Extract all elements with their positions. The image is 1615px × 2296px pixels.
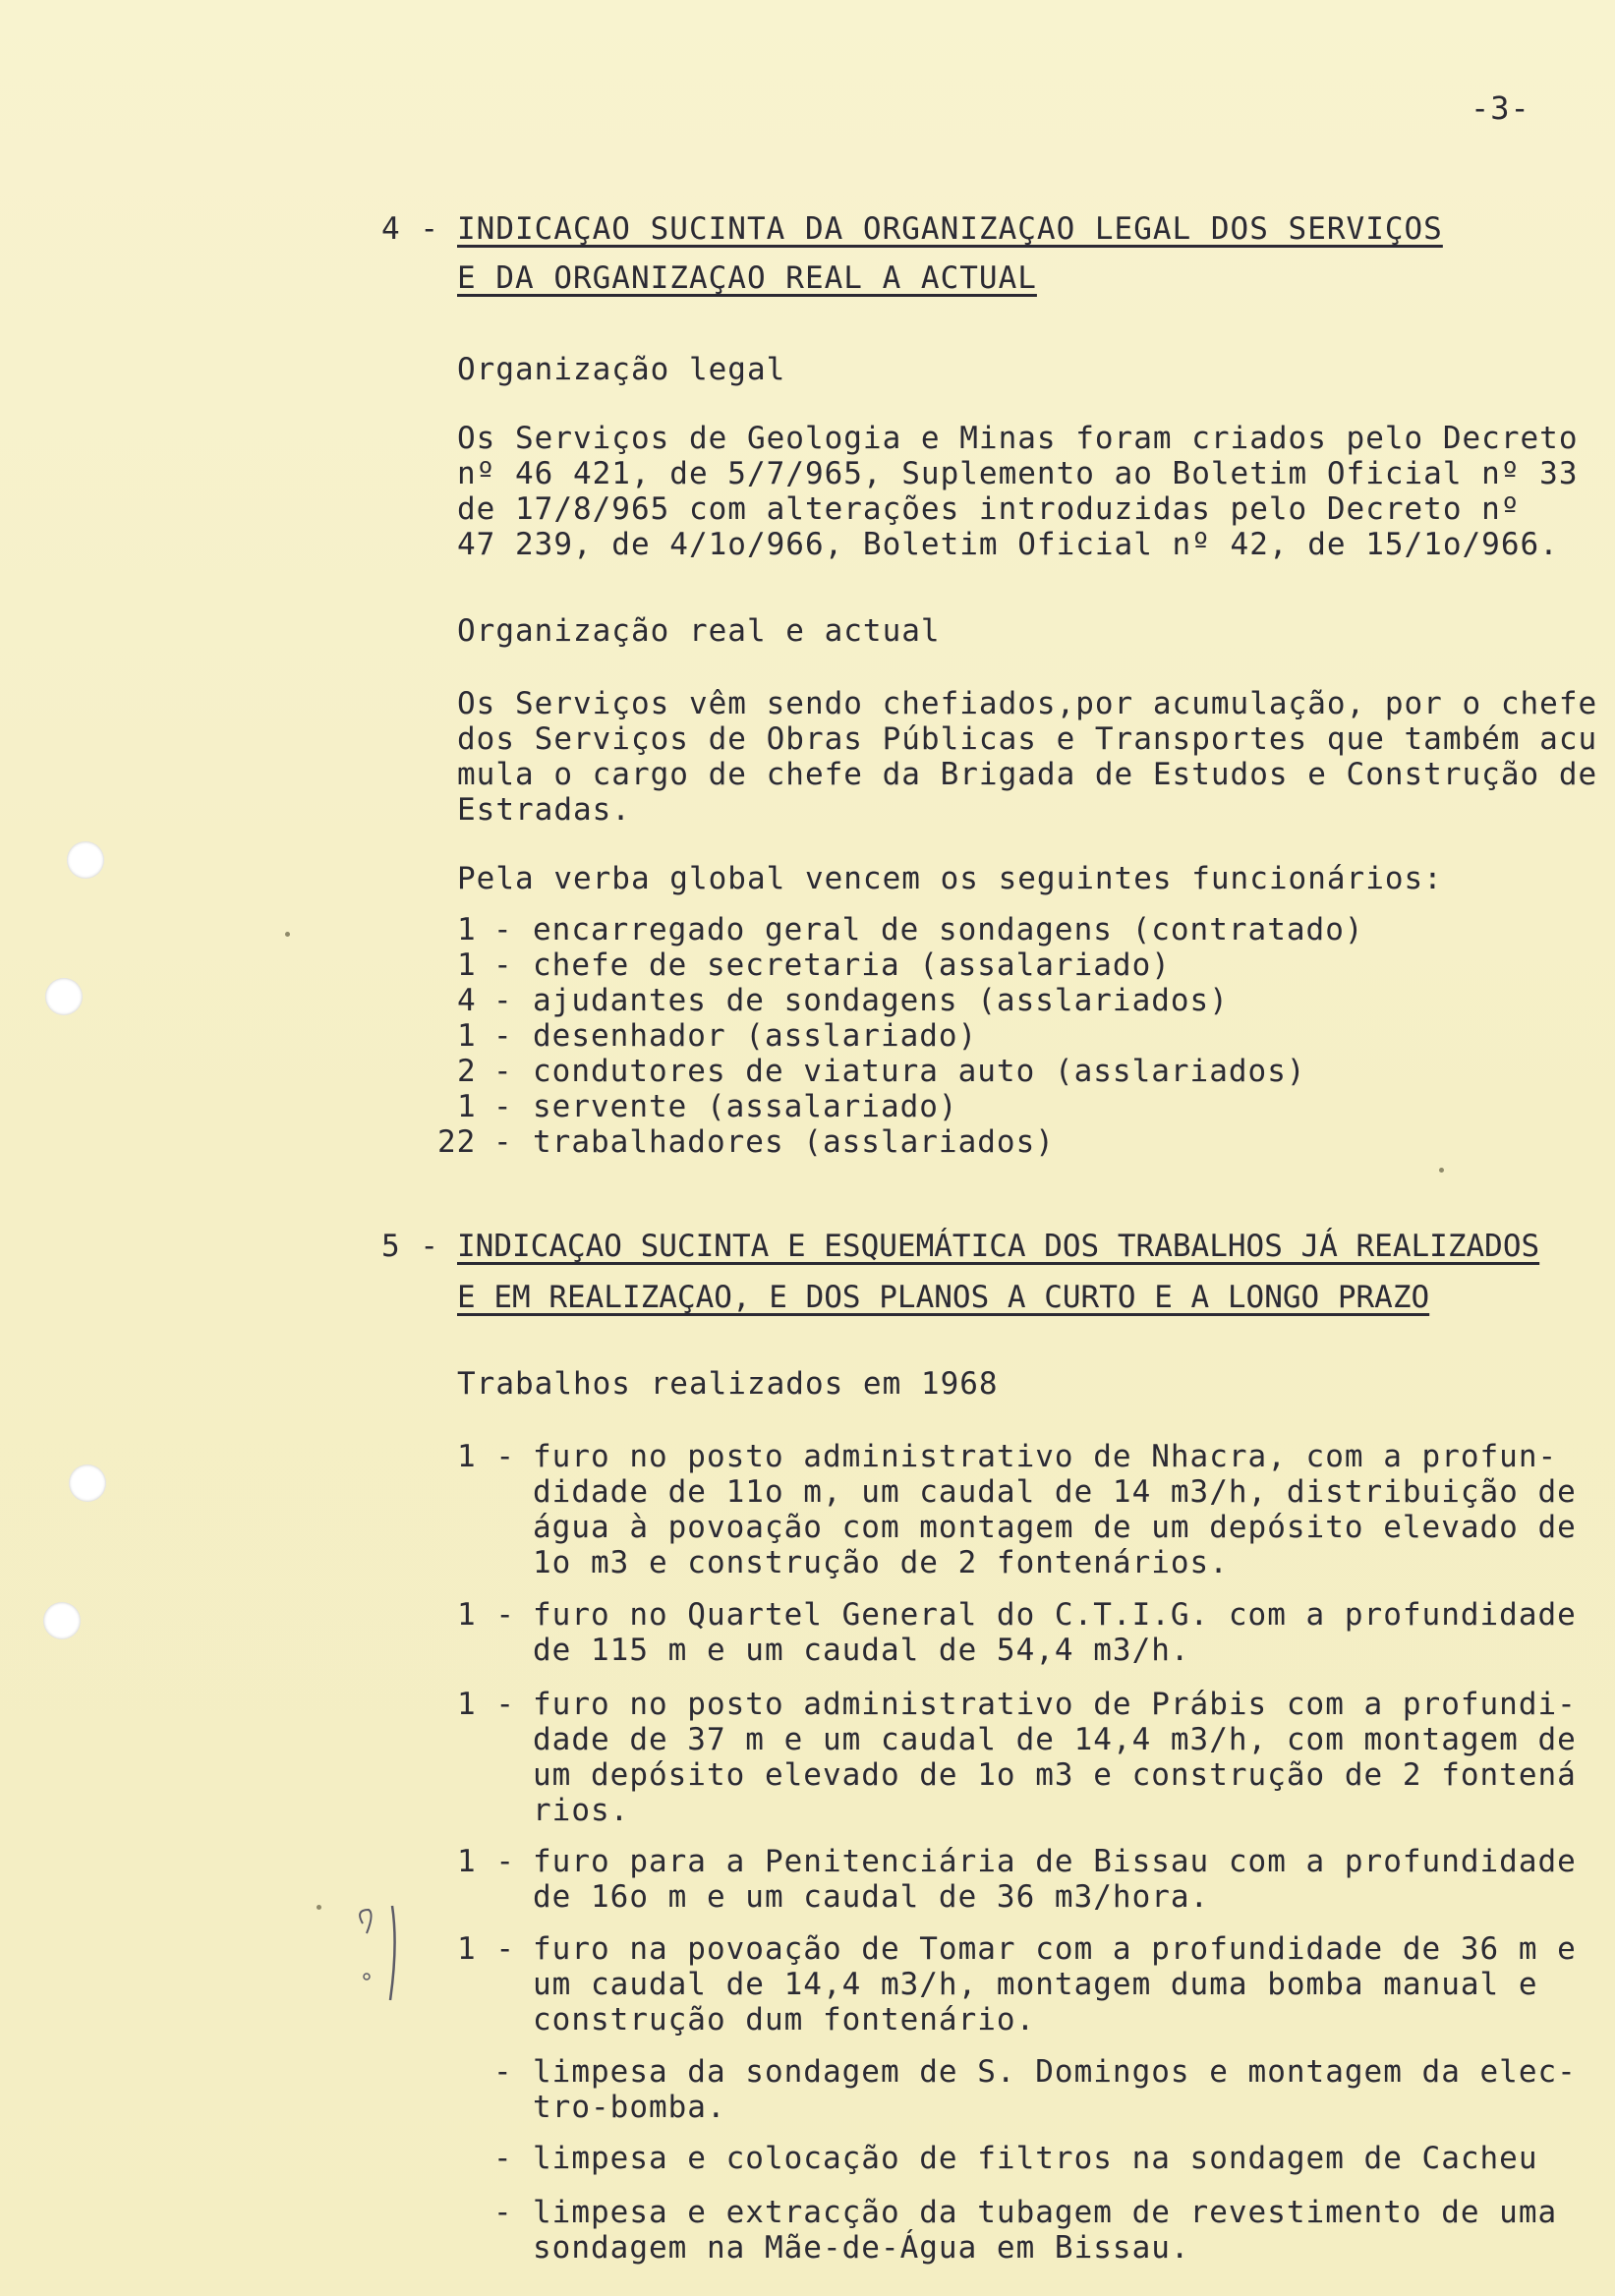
section-4-title-line-1: INDICAÇAO SUCINTA DA ORGANIZAÇAO LEGAL DOS SERVIÇOS — [457, 211, 1443, 247]
legal-text-line: nº 46 421, de 5/7/965, Suplemento ao Boletim Oficial nº 33 — [457, 456, 1579, 491]
real-text-line: Estradas. — [457, 792, 631, 828]
real-text-line: dos Serviços de Obras Públicas e Transportes que também acu — [457, 721, 1598, 757]
work-line: limpesa e colocação de filtros na sondagem de Cacheu — [533, 2141, 1538, 2176]
work-marker: 1 - — [457, 1844, 515, 1879]
punch-hole — [67, 841, 104, 879]
work-line: um depósito elevado de 1o m3 e construção de 2 fontená — [533, 1757, 1577, 1793]
legal-text-line: Os Serviços de Geologia e Minas foram criados pelo Decreto — [457, 421, 1579, 456]
staff-dash: - — [493, 912, 513, 947]
work-line: de 115 m e um caudal de 54,4 m3/h. — [533, 1633, 1190, 1668]
staff-desc: encarregado geral de sondagens (contratado) — [533, 912, 1364, 947]
paper-speck — [1439, 1168, 1444, 1173]
work-line: didade de 11o m, um caudal de 14 m3/h, distribuição de — [533, 1474, 1577, 1510]
work-line: de 16o m e um caudal de 36 m3/hora. — [533, 1879, 1210, 1915]
legal-text-line: 47 239, de 4/1o/966, Boletim Oficial nº 42, de 15/1o/966. — [457, 527, 1559, 562]
handwritten-margin-mark — [349, 1902, 408, 2010]
real-text-line: mula o cargo de chefe da Brigada de Estudos e Construção de — [457, 757, 1598, 792]
work-line: um caudal de 14,4 m3/h, montagem duma bomba manual e — [533, 1967, 1538, 2002]
punch-hole — [69, 1464, 106, 1502]
work-line: limpesa e extracção da tubagem de revestimento de uma — [533, 2195, 1558, 2230]
staff-desc: condutores de viatura auto (asslariados) — [533, 1054, 1306, 1089]
works-heading: Trabalhos realizados em 1968 — [457, 1366, 999, 1402]
staff-intro: Pela verba global vencem os seguintes funcionários: — [457, 861, 1443, 896]
staff-count: 1 — [457, 1089, 477, 1124]
work-line: furo no posto administrativo de Nhacra, com a profun- — [533, 1439, 1558, 1474]
work-line: furo no posto administrativo de Prábis com a profundi- — [533, 1687, 1577, 1722]
work-marker: - — [493, 2054, 513, 2090]
work-line: furo no Quartel General do C.T.I.G. com a profundidade — [533, 1597, 1577, 1633]
work-marker: 1 - — [457, 1439, 515, 1474]
work-marker: 1 - — [457, 1597, 515, 1633]
work-line: água à povoação com montagem de um depósito elevado de — [533, 1510, 1577, 1545]
punch-hole — [45, 978, 83, 1015]
work-line: furo na povoação de Tomar com a profundidade de 36 m e — [533, 1931, 1577, 1967]
work-line: 1o m3 e construção de 2 fontenários. — [533, 1545, 1229, 1580]
staff-dash: - — [493, 1089, 513, 1124]
staff-count: 4 — [457, 983, 477, 1018]
work-line: furo para a Penitenciária de Bissau com a profundidade — [533, 1844, 1577, 1879]
staff-desc: desenhador (asslariado) — [533, 1018, 978, 1054]
real-organization-heading: Organização real e actual — [457, 613, 941, 649]
section-5-title-line-2: E EM REALIZAÇAO, E DOS PLANOS A CURTO E A LONGO PRAZO — [457, 1280, 1430, 1315]
paper-speck — [285, 932, 290, 937]
work-line: dade de 37 m e um caudal de 14,4 m3/h, com montagem de — [533, 1722, 1577, 1757]
staff-count: 22 — [437, 1124, 477, 1160]
staff-dash: - — [493, 983, 513, 1018]
staff-dash: - — [493, 1018, 513, 1054]
real-text-line: Os Serviços vêm sendo chefiados,por acumulação, por o chefe — [457, 686, 1598, 721]
work-line: tro-bomba. — [533, 2090, 726, 2125]
work-marker: - — [493, 2141, 513, 2176]
staff-count: 2 — [457, 1054, 477, 1089]
work-marker: 1 - — [457, 1931, 515, 1967]
staff-desc: ajudantes de sondagens (asslariados) — [533, 983, 1229, 1018]
legal-organization-heading: Organização legal — [457, 352, 786, 387]
staff-dash: - — [493, 1124, 513, 1160]
section-4-title-line-2: E DA ORGANIZAÇAO REAL A ACTUAL — [457, 260, 1037, 296]
staff-dash: - — [493, 1054, 513, 1089]
staff-count: 1 — [457, 1018, 477, 1054]
staff-desc: servente (assalariado) — [533, 1089, 958, 1124]
work-line: sondagem na Mãe-de-Água em Bissau. — [533, 2230, 1190, 2266]
staff-count: 1 — [457, 912, 477, 947]
staff-count: 1 — [457, 947, 477, 983]
staff-desc: chefe de secretaria (assalariado) — [533, 947, 1171, 983]
punch-hole — [43, 1602, 81, 1639]
section-5-number: 5 - — [381, 1229, 439, 1264]
page-number: -3- — [1471, 89, 1530, 127]
legal-text-line: de 17/8/965 com alterações introduzidas pelo Decreto nº — [457, 491, 1521, 527]
section-5-title-line-1: INDICAÇAO SUCINTA E ESQUEMÁTICA DOS TRABALHOS JÁ REALIZADOS — [457, 1229, 1540, 1264]
work-marker: - — [493, 2195, 513, 2230]
staff-dash: - — [493, 947, 513, 983]
staff-desc: trabalhadores (asslariados) — [533, 1124, 1055, 1160]
work-line: construção dum fontenário. — [533, 2002, 1036, 2038]
work-line: limpesa da sondagem de S. Domingos e montagem da elec- — [533, 2054, 1577, 2090]
section-4-number: 4 - — [381, 211, 439, 247]
paper-speck — [317, 1905, 321, 1910]
work-marker: 1 - — [457, 1687, 515, 1722]
work-line: rios. — [533, 1793, 630, 1828]
